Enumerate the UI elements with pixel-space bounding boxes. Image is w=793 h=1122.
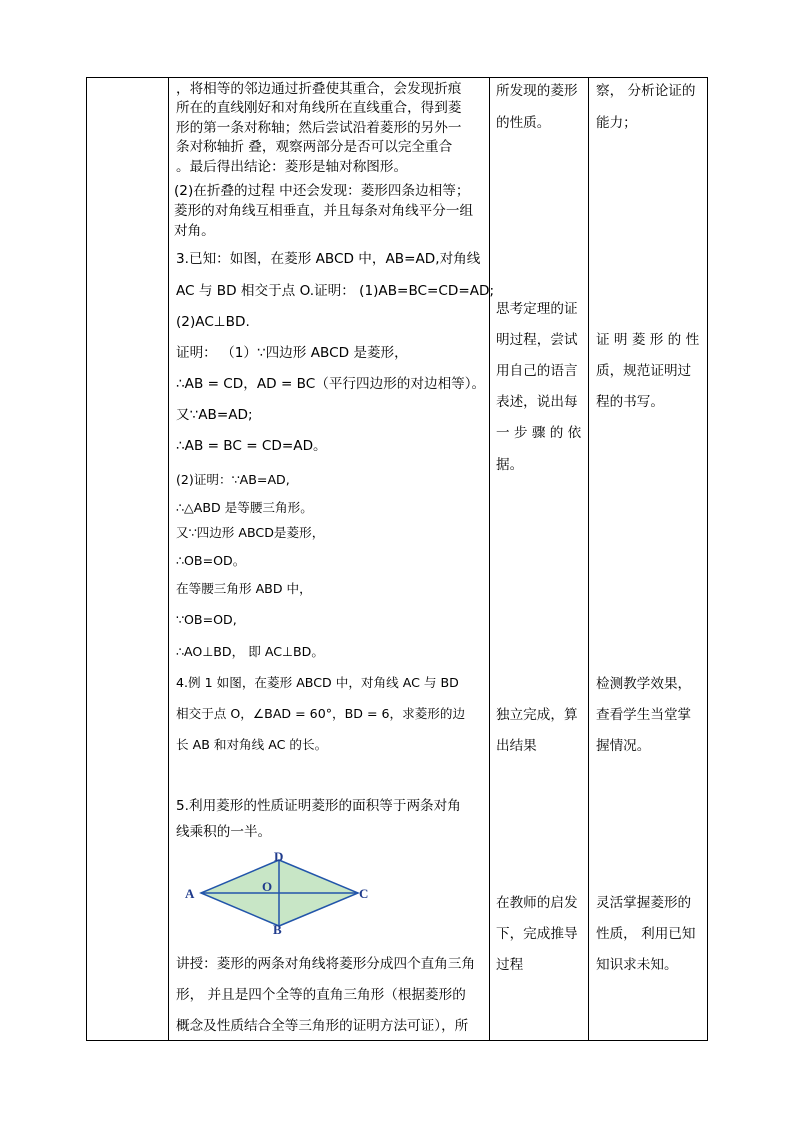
content-line: 形， 并且是四个全等的直角三角形（根据菱形的	[176, 987, 466, 1003]
activity-line: 出结果	[496, 738, 537, 754]
vertex-label-c: C	[359, 886, 369, 901]
content-line: 又∵四边形 ABCD是菱形，	[176, 525, 325, 540]
table-col-border-1	[86, 77, 87, 1041]
activity-line: 的性质。	[496, 115, 551, 131]
content-line: 长 AB 和对角线 AC 的长。	[176, 737, 328, 752]
activity-line: 在教师的启发	[496, 895, 578, 911]
content-line: 证明： （1）∵四边形 ABCD 是菱形，	[176, 345, 408, 361]
content-line: 4.例 1 如图，在菱形 ABCD 中，对角线 AC 与 BD	[176, 675, 459, 690]
content-line: ∴OB=OD。	[176, 553, 246, 568]
content-line: 又∵AB=AD;	[176, 407, 253, 423]
content-line: 相交于点 O，∠BAD = 60°，BD = 6，求菱形的边	[176, 706, 466, 721]
content-line: ∴AB = CD，AD = BC（平行四边形的对边相等）。	[176, 376, 486, 392]
content-line: 条对称轴折 叠，观察两部分是否可以完全重合	[176, 139, 453, 155]
table-top-border	[86, 77, 708, 78]
intent-line: 察， 分析论证的	[596, 83, 696, 99]
intent-line: 能力；	[596, 115, 637, 131]
content-line: 线乘积的一半。	[176, 824, 272, 840]
content-line: 讲授：菱形的两条对角线将菱形分成四个直角三角	[176, 956, 476, 972]
activity-line: 据。	[496, 457, 524, 473]
intent-line: 程的书写。	[596, 394, 664, 410]
content-line: (2)AC⊥BD.	[176, 314, 250, 330]
content-line: 在等腰三角形 ABD 中，	[176, 581, 312, 596]
intent-line: 证 明 菱 形 的 性	[596, 332, 700, 348]
intent-line: 性质， 利用已知	[596, 926, 696, 942]
content-line: ∴AO⊥BD， 即 AC⊥BD。	[176, 644, 324, 659]
content-line: ∴AB = BC = CD=AD。	[176, 438, 327, 454]
content-line: 对角。	[174, 223, 215, 239]
activity-line: 表述，说出每	[496, 394, 578, 410]
vertex-label-a: A	[185, 886, 195, 901]
activity-line: 明过程，尝试	[496, 332, 578, 348]
content-line: 3.已知：如图，在菱形 ABCD 中，AB=AD,对角线	[176, 251, 481, 267]
content-line: 。最后得出结论：菱形是轴对称图形。	[176, 159, 408, 175]
intent-line: 检测教学效果，	[596, 676, 692, 692]
intent-line: 知识求未知。	[596, 957, 678, 973]
content-line: 所在的直线刚好和对角线所在直线重合，得到菱	[176, 100, 462, 116]
table-col-border-3	[489, 77, 490, 1041]
content-line: ∵OB=OD,	[176, 612, 237, 627]
intent-line: 握情况。	[596, 738, 651, 754]
content-line: (2)证明：∵AB=AD,	[176, 472, 290, 487]
vertex-label-d: D	[274, 849, 284, 864]
content-line: AC 与 BD 相交于点 O.证明： (1)AB=BC=CD=AD;	[176, 283, 495, 299]
rhombus-figure	[178, 848, 378, 938]
intent-line: 质，规范证明过	[596, 363, 692, 379]
activity-line: 独立完成，算	[496, 707, 578, 723]
activity-line: 过程	[496, 957, 524, 973]
activity-line: 一 步 骤 的 依	[496, 425, 582, 441]
content-line: ，将相等的邻边通过折叠使其重合，会发现折痕	[176, 81, 462, 97]
activity-line: 所发现的菱形	[496, 83, 578, 99]
content-line: 形的第一条对称轴；然后尝试沿着菱形的另外一	[176, 120, 462, 136]
content-line: (2)在折叠的过程 中还会发现：菱形四条边相等；	[174, 183, 470, 199]
content-line: 5.利用菱形的性质证明菱形的面积等于两条对角	[176, 798, 461, 814]
content-line: 概念及性质结合全等三角形的证明方法可证），所	[176, 1018, 469, 1034]
center-label-o: O	[262, 879, 273, 894]
content-line: 菱形的对角线互相垂直，并且每条对角线平分一组	[174, 203, 474, 219]
intent-line: 查看学生当堂掌	[596, 707, 692, 723]
table-bottom-border	[86, 1040, 708, 1041]
table-col-border-4	[588, 77, 589, 1041]
activity-line: 用自己的语言	[496, 363, 578, 379]
activity-line: 思考定理的证	[496, 301, 578, 317]
activity-line: 下，完成推导	[496, 926, 578, 942]
table-col-border-2	[168, 77, 169, 1041]
content-line: ∴△ABD 是等腰三角形。	[176, 500, 313, 515]
intent-line: 灵活掌握菱形的	[596, 895, 692, 911]
vertex-label-b: B	[273, 922, 282, 937]
table-col-border-5	[707, 77, 708, 1041]
